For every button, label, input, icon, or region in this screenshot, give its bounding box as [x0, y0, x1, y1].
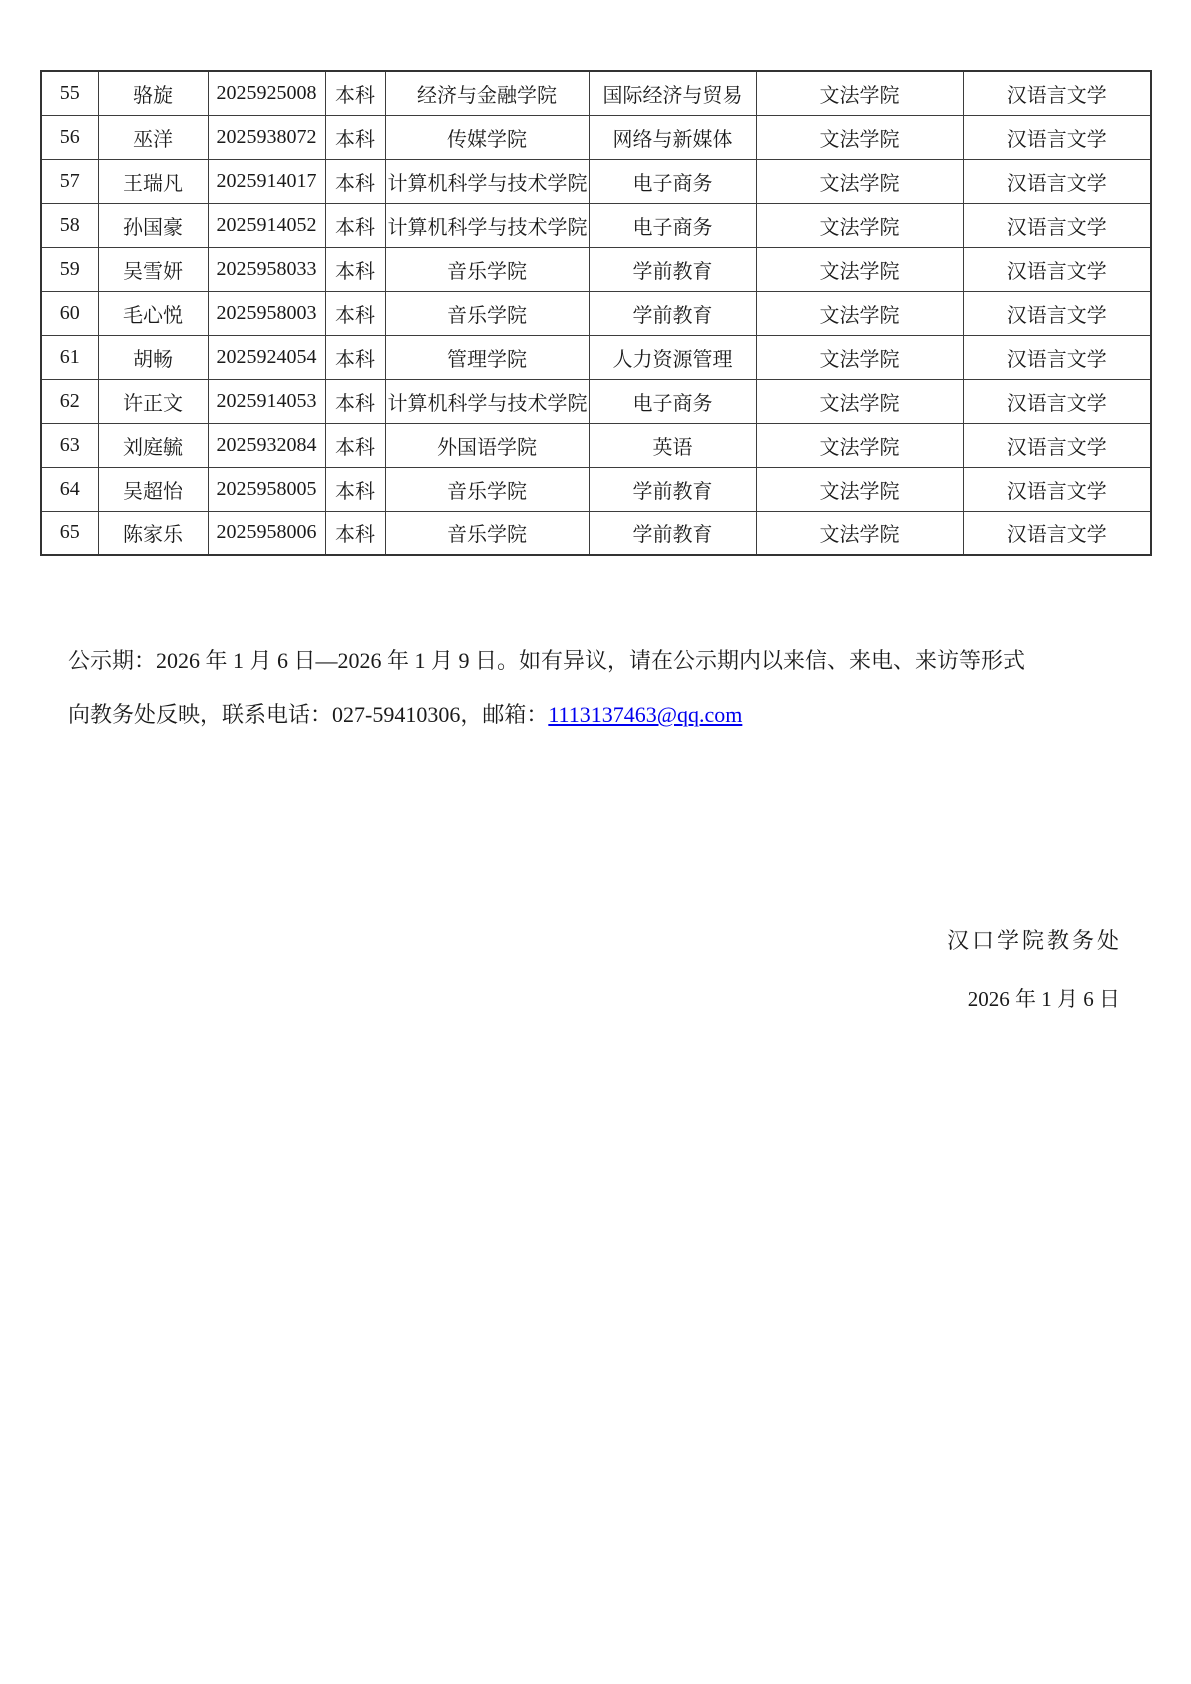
- table-cell: 人力资源管理: [589, 335, 756, 379]
- table-cell: 文法学院: [756, 247, 963, 291]
- table-cell: 汉语言文学: [963, 71, 1151, 115]
- table-cell: 文法学院: [756, 159, 963, 203]
- table-cell: 文法学院: [756, 203, 963, 247]
- table-row: [41, 467, 1151, 511]
- table-cell: 吴超怡: [98, 467, 208, 511]
- table-cell: 管理学院: [385, 335, 589, 379]
- table-cell: 2025938072: [208, 115, 325, 159]
- table-body: [41, 71, 1151, 555]
- table-cell: 56: [41, 115, 98, 159]
- table-cell: 电子商务: [589, 159, 756, 203]
- table-cell: 音乐学院: [385, 467, 589, 511]
- table-cell: 57: [41, 159, 98, 203]
- table-cell: 骆旋: [98, 71, 208, 115]
- table-cell: 计算机科学与技术学院: [385, 159, 589, 203]
- table-cell: 汉语言文学: [963, 511, 1151, 555]
- table-cell: 2025958003: [208, 291, 325, 335]
- table-cell: 学前教育: [589, 467, 756, 511]
- table-cell: 胡畅: [98, 335, 208, 379]
- table-cell: 汉语言文学: [963, 291, 1151, 335]
- table-cell: 传媒学院: [385, 115, 589, 159]
- table-row: [41, 423, 1151, 467]
- notice-line-1: 公示期：2026 年 1 月 6 日—2026 年 1 月 9 日。如有异议，请在公示期内以来信、来电、来访等形式: [68, 648, 1026, 673]
- table-cell: 本科: [325, 247, 385, 291]
- table-cell: 文法学院: [756, 511, 963, 555]
- signature-org: 汉口学院教务处: [946, 928, 1122, 953]
- table-cell: 文法学院: [756, 467, 963, 511]
- table-cell: 国际经济与贸易: [589, 71, 756, 115]
- table-cell: 65: [41, 511, 98, 555]
- table-cell: 2025958006: [208, 511, 325, 555]
- table-cell: 本科: [325, 115, 385, 159]
- table-cell: 汉语言文学: [963, 423, 1151, 467]
- table-cell: 汉语言文学: [963, 115, 1151, 159]
- table-cell: 2025924054: [208, 335, 325, 379]
- table-cell: 63: [41, 423, 98, 467]
- table-cell: 网络与新媒体: [589, 115, 756, 159]
- table-cell: 文法学院: [756, 423, 963, 467]
- table-cell: 本科: [325, 335, 385, 379]
- table-cell: 本科: [325, 291, 385, 335]
- table-row: [41, 159, 1151, 203]
- table-cell: 音乐学院: [385, 247, 589, 291]
- table-cell: 汉语言文学: [963, 467, 1151, 511]
- table-cell: 2025914017: [208, 159, 325, 203]
- table-cell: 陈家乐: [98, 511, 208, 555]
- table-cell: 59: [41, 247, 98, 291]
- table-cell: 2025932084: [208, 423, 325, 467]
- table-cell: 经济与金融学院: [385, 71, 589, 115]
- table-cell: 文法学院: [756, 379, 963, 423]
- email-link[interactable]: 1113137463@qq.com: [548, 702, 743, 727]
- table-cell: 汉语言文学: [963, 335, 1151, 379]
- table-cell: 文法学院: [756, 71, 963, 115]
- table-cell: 本科: [325, 467, 385, 511]
- table-cell: 汉语言文学: [963, 159, 1151, 203]
- signature-date: 2026 年 1 月 6 日: [967, 987, 1120, 1011]
- table-cell: 2025958005: [208, 467, 325, 511]
- table-cell: 学前教育: [589, 291, 756, 335]
- table-cell: 学前教育: [589, 511, 756, 555]
- table-cell: 学前教育: [589, 247, 756, 291]
- table-cell: 计算机科学与技术学院: [385, 203, 589, 247]
- table-row: [41, 291, 1151, 335]
- table-cell: 2025925008: [208, 71, 325, 115]
- table-cell: 60: [41, 291, 98, 335]
- table-cell: 汉语言文学: [963, 203, 1151, 247]
- table-row: [41, 511, 1151, 555]
- table-cell: 62: [41, 379, 98, 423]
- table-cell: 电子商务: [589, 379, 756, 423]
- student-transfer-table: [40, 70, 1152, 556]
- table-cell: 本科: [325, 159, 385, 203]
- table-cell: 58: [41, 203, 98, 247]
- table-cell: 文法学院: [756, 335, 963, 379]
- table-cell: 电子商务: [589, 203, 756, 247]
- table-cell: 64: [41, 467, 98, 511]
- table-row: [41, 335, 1151, 379]
- table-cell: 音乐学院: [385, 511, 589, 555]
- notice-line-2: [68, 688, 1025, 742]
- table-row: [41, 379, 1151, 423]
- table-cell: 本科: [325, 511, 385, 555]
- table-row: [41, 203, 1151, 247]
- table-cell: 汉语言文学: [963, 247, 1151, 291]
- table-cell: 外国语学院: [385, 423, 589, 467]
- table-cell: 55: [41, 71, 98, 115]
- table-cell: 音乐学院: [385, 291, 589, 335]
- notice-paragraph: [68, 634, 1025, 742]
- table-cell: 孙国豪: [98, 203, 208, 247]
- table-cell: 文法学院: [756, 115, 963, 159]
- table-cell: 本科: [325, 71, 385, 115]
- table-cell: 2025914053: [208, 379, 325, 423]
- table-cell: 王瑞凡: [98, 159, 208, 203]
- table-cell: 刘庭毓: [98, 423, 208, 467]
- table-cell: 英语: [589, 423, 756, 467]
- table-cell: 巫洋: [98, 115, 208, 159]
- table-cell: 汉语言文学: [963, 379, 1151, 423]
- table-cell: 本科: [325, 423, 385, 467]
- table-cell: 2025958033: [208, 247, 325, 291]
- table-row: [41, 71, 1151, 115]
- table-cell: 2025914052: [208, 203, 325, 247]
- notice-line-2-text: 向教务处反映，联系电话：027-59410306，邮箱：: [68, 702, 549, 727]
- table-cell: 毛心悦: [98, 291, 208, 335]
- table-cell: 许正文: [98, 379, 208, 423]
- table-row: [41, 115, 1151, 159]
- table-cell: 本科: [325, 203, 385, 247]
- table-cell: 61: [41, 335, 98, 379]
- table-cell: 吴雪妍: [98, 247, 208, 291]
- table-cell: 计算机科学与技术学院: [385, 379, 589, 423]
- table-cell: 本科: [325, 379, 385, 423]
- table-cell: 文法学院: [756, 291, 963, 335]
- table-row: [41, 247, 1151, 291]
